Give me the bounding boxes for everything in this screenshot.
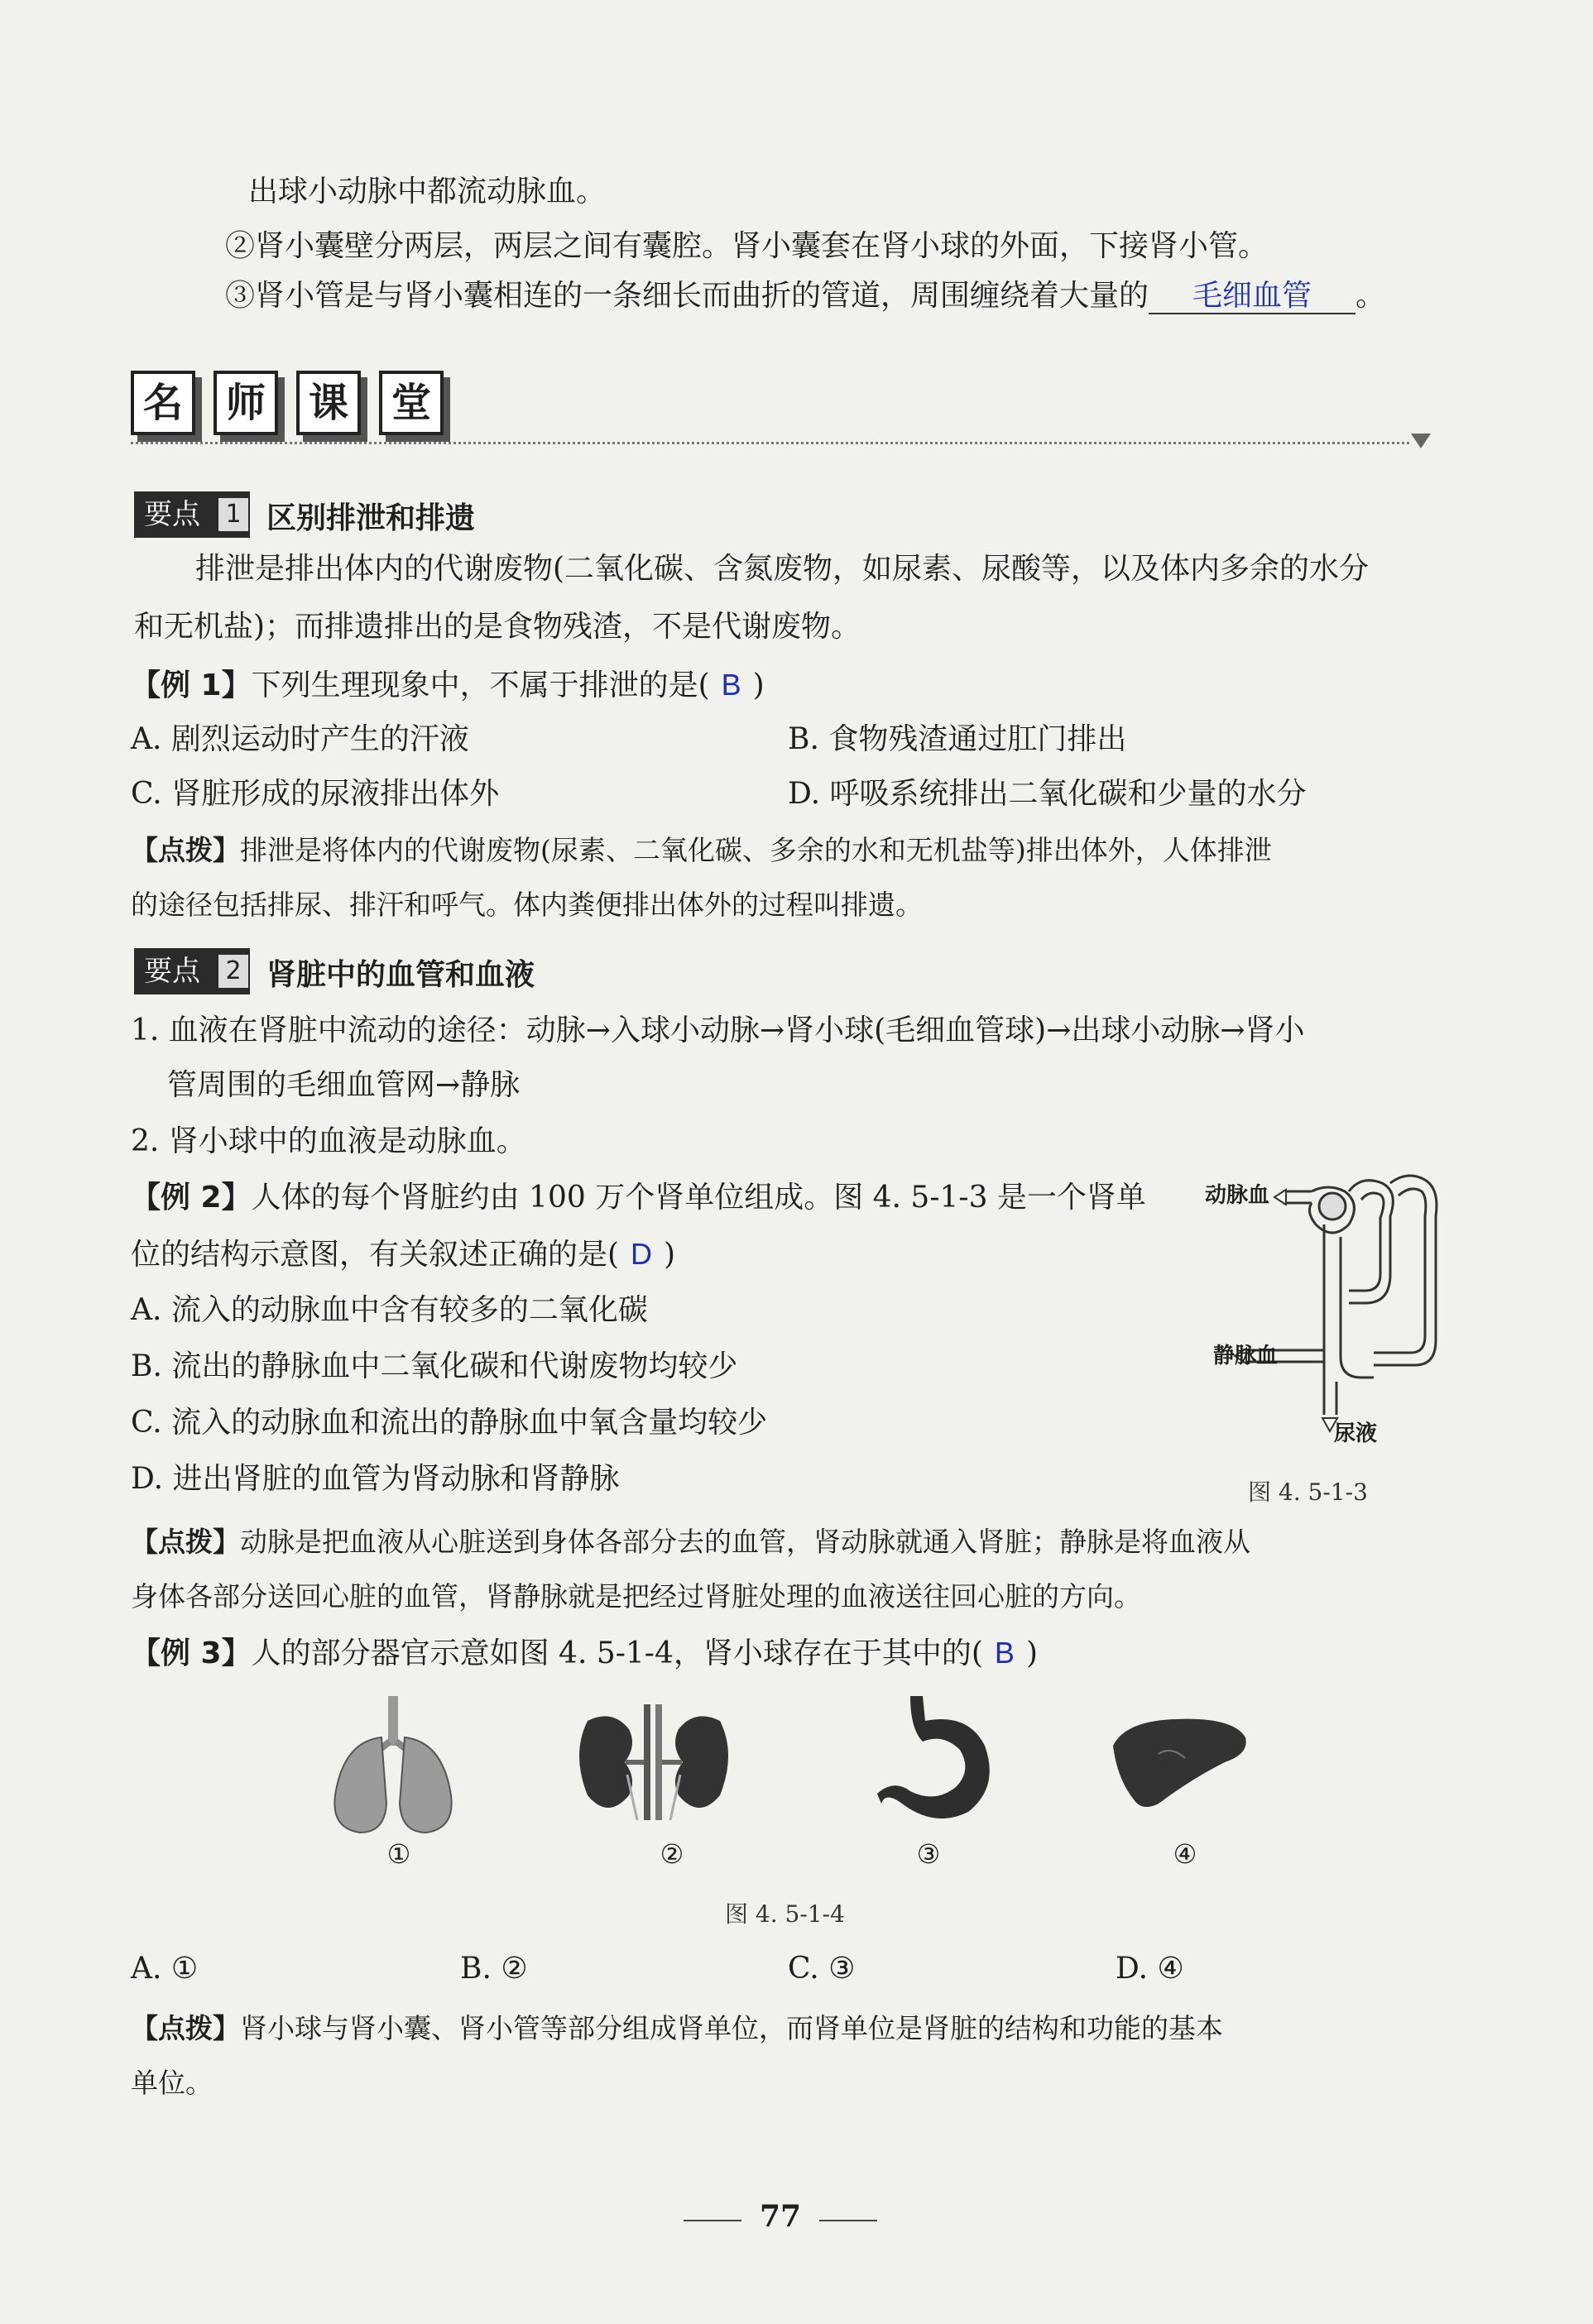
point-number: 2 (218, 955, 248, 988)
text-fragment: ③肾小管是与肾小囊相连的一条细长而曲折的管道，周围缠绕着大量的 (225, 279, 1149, 313)
paren-close: ) (664, 1238, 676, 1272)
text-line: 出球小动脉中都流动脉血。 (248, 175, 607, 208)
tip-tag: 【点拨】 (131, 1526, 240, 1558)
point-title: 肾脏中的血管和血液 (266, 958, 535, 992)
tip-line (131, 2009, 1223, 2048)
kidneys-icon (571, 1704, 737, 1820)
option-a: A. 流入的动脉血中含有较多的二氧化碳 (131, 1293, 648, 1327)
text-line: ②肾小囊壁分两层，两层之间有囊腔。肾小囊套在肾小球的外面，下接肾小管。 (225, 229, 1269, 263)
question-text: 人体的每个肾脏约由 100 万个肾单位组成。图 4. 5-1-3 是一个肾单 (251, 1181, 1146, 1215)
organ-stomach (877, 1696, 1001, 1828)
option-c: C. ③ (788, 1952, 856, 1986)
triangle-down-icon (1411, 434, 1431, 448)
liver-icon (1109, 1713, 1250, 1812)
lungs-icon (327, 1696, 459, 1837)
answer-blank (1149, 279, 1355, 314)
question-text: 下列生理现象中，不属于排泄的是( (251, 668, 710, 702)
tip-text: 动脉是把血液从心脏送到身体各部分去的血管，肾动脉就通入肾脏；静脉是将血液从 (240, 1526, 1250, 1558)
label-vein-blood: 静脉血 (1213, 1344, 1279, 1368)
handwritten-answer: D (631, 1237, 653, 1271)
paren-close: ) (752, 668, 765, 702)
tip-line: 单位。 (131, 2067, 213, 2099)
example-question (131, 1178, 1146, 1218)
nephron-diagram (1192, 1167, 1456, 1448)
list-item: 管周围的毛细血管网→静脉 (167, 1068, 521, 1102)
organ-number: ④ (1173, 1838, 1197, 1870)
example-question-cont (131, 1234, 675, 1275)
option-b: B. ② (460, 1952, 528, 1986)
section-divider (131, 442, 1409, 444)
tip-text: 肾小球与肾小囊、肾小管等部分组成肾单位，而肾单位是肾脏的结构和功能的基本 (240, 2012, 1223, 2044)
footer-rule (819, 2220, 877, 2221)
option-b: B. 流出的静脉血中二氧化碳和代谢废物均较少 (131, 1349, 738, 1383)
example-tag: 【例 3】 (131, 1636, 252, 1670)
option-c: C. 流入的动脉血和流出的静脉血中氧含量均较少 (131, 1406, 768, 1440)
organ-number: ① (386, 1838, 411, 1870)
point-badge: 要点 (134, 491, 250, 538)
section-char: 堂 (379, 371, 444, 435)
label-artery-blood: 动脉血 (1205, 1183, 1270, 1208)
nephron-icon (1192, 1167, 1456, 1448)
example-question (131, 665, 765, 706)
tip-line: 的途径包括排尿、排汗和呼气。体内粪便排出体外的过程叫排遗。 (131, 889, 923, 921)
stomach-icon (877, 1696, 1001, 1828)
tip-line: 身体各部分送回心脏的血管，肾静脉就是把经过肾脏处理的血液送往回心脏的方向。 (131, 1580, 1141, 1612)
organ-number: ③ (916, 1838, 941, 1870)
section-char: 课 (296, 371, 361, 435)
list-item: 1. 血液在肾脏中流动的途径：动脉→入球小动脉→肾小球(毛细血管球)→出球小动脉→肾小 (131, 1013, 1305, 1047)
figure-caption: 图 4. 5-1-3 (1248, 1478, 1368, 1506)
point-title: 区别排泄和排遗 (266, 501, 476, 535)
point-heading (134, 948, 713, 996)
section-char: 师 (214, 371, 278, 435)
option-d: D. 进出肾脏的血管为肾动脉和肾静脉 (131, 1462, 620, 1496)
option-c: C. 肾脏形成的尿液排出体外 (131, 777, 500, 811)
handwritten-answer: B (994, 1636, 1015, 1670)
handwritten-answer: 毛细血管 (1192, 278, 1312, 312)
organ-liver (1109, 1713, 1250, 1812)
page-number: 77 (760, 2199, 802, 2234)
text-fragment: 。 (1355, 279, 1386, 313)
point-badge: 要点 (134, 948, 250, 994)
label-urine: 尿液 (1334, 1421, 1378, 1446)
handwritten-answer: B (721, 668, 741, 702)
footer-rule (684, 2220, 741, 2221)
option-b: B. 食物残渣通过肛门排出 (788, 722, 1127, 756)
tip-text: 排泄是将体内的代谢废物(尿素、二氧化碳、多余的水和无机盐等)排出体外，人体排泄 (240, 834, 1272, 866)
organ-lungs (327, 1696, 459, 1837)
paragraph-line: 排泄是排出体内的代谢废物(二氧化碳、含氮废物，如尿素、尿酸等，以及体内多余的水分 (195, 552, 1370, 586)
example-tag: 【例 1】 (131, 668, 252, 702)
option-a: A. 剧烈运动时产生的汗液 (131, 722, 469, 756)
example-question (131, 1633, 1038, 1674)
organ-number: ② (660, 1838, 684, 1870)
example-tag: 【例 2】 (131, 1181, 252, 1215)
tip-line (131, 1522, 1250, 1562)
point-number: 1 (218, 498, 248, 531)
section-char: 名 (131, 371, 195, 435)
list-item: 2. 肾小球中的血液是动脉血。 (131, 1124, 526, 1158)
figure-caption: 图 4. 5-1-4 (725, 1900, 845, 1928)
point-heading (134, 491, 713, 539)
question-text: 位的结构示意图，有关叙述正确的是( (131, 1238, 620, 1272)
text-line (225, 276, 1385, 316)
paragraph-line: 和无机盐)；而排遗排出的是食物残渣，不是代谢废物。 (134, 610, 861, 644)
option-a: A. ① (131, 1952, 199, 1986)
tip-tag: 【点拨】 (131, 2012, 240, 2044)
question-text: 人的部分器官示意如图 4. 5-1-4，肾小球存在于其中的( (251, 1636, 983, 1670)
option-d: D. 呼吸系统排出二氧化碳和少量的水分 (788, 777, 1307, 811)
option-d: D. ④ (1116, 1952, 1184, 1986)
paren-close: ) (1025, 1636, 1038, 1670)
organ-kidneys (571, 1704, 737, 1820)
tip-tag: 【点拨】 (131, 834, 240, 866)
tip-line (131, 831, 1272, 870)
